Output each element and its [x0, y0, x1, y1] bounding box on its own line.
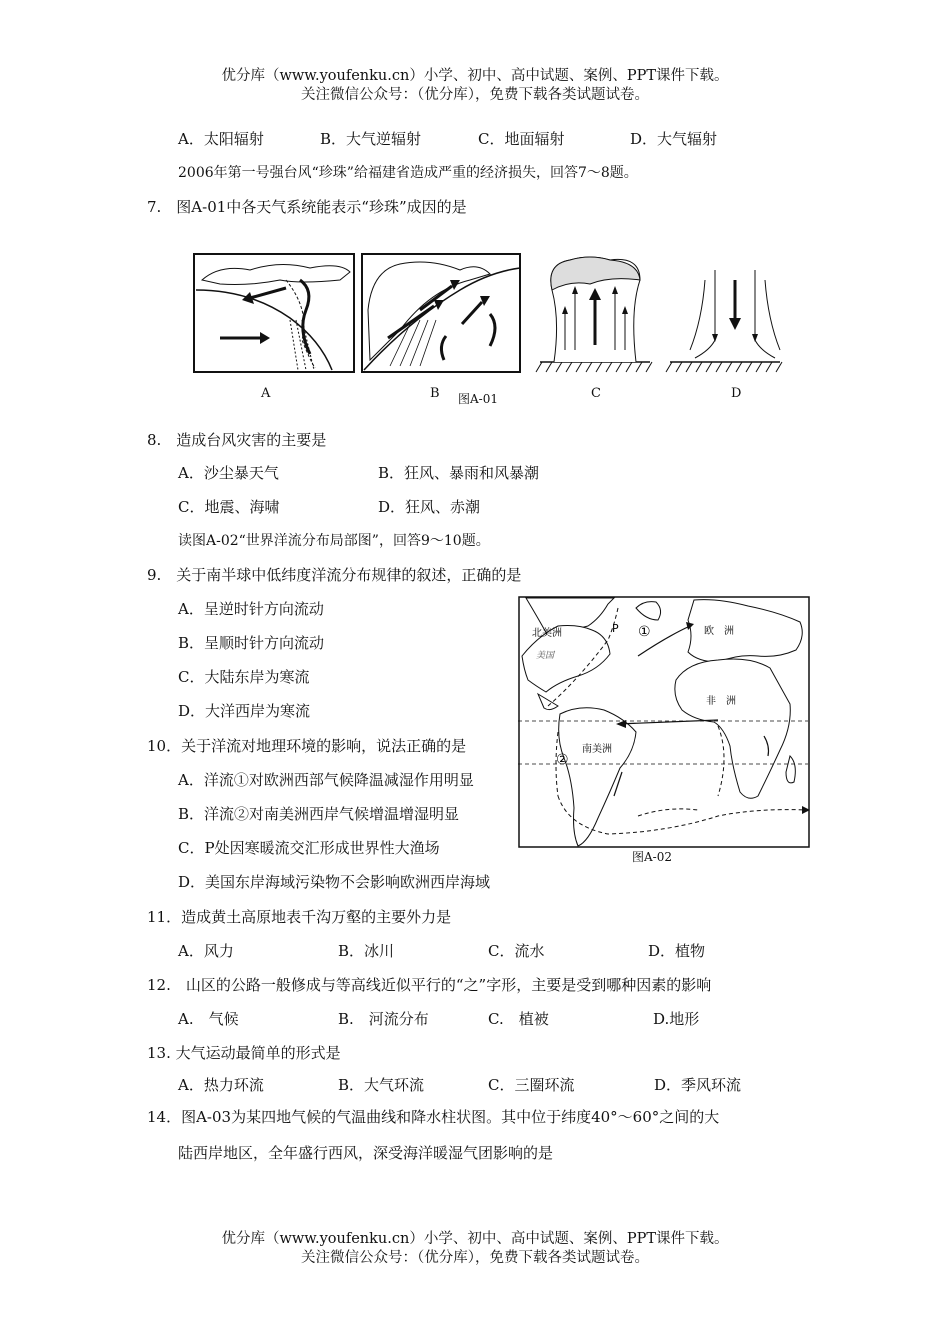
fig-a01-label-a-text: A: [261, 386, 271, 401]
q9-stem: 9. 关于南半球中低纬度洋流分布规律的叙述，正确的是: [147, 566, 522, 584]
ocean-current-map: [518, 596, 810, 848]
q7-stem: 7. 图A-01中各天气系统能表示“珍珠”成因的是: [147, 198, 467, 216]
map-label-usa: 美国: [536, 651, 555, 661]
header-line-1: 优分库（www.youfenku.cn）小学、初中、高中试题、案例、PPT课件下载。: [221, 68, 729, 84]
q6-option-d: D．大气辐射: [630, 130, 718, 148]
q10-stem: 10．关于洋流对地理环境的影响，说法正确的是: [147, 737, 467, 755]
fig-a02-caption: 图A-02: [632, 850, 672, 864]
q14-stem-line-2: 陆西岸地区，全年盛行西风，深受海洋暖湿气团影响的是: [178, 1144, 554, 1162]
map-label-north-america: 北美洲: [532, 628, 562, 639]
q8-option-d: D．狂风、赤潮: [378, 498, 481, 516]
weather-diagram-d: [666, 270, 782, 372]
q12-option-b: B. 河流分布: [338, 1010, 429, 1028]
intro-9-10: 读图A-02“世界洋流分布局部图”，回答9～10题。: [178, 533, 490, 549]
q11-option-d: D．植物: [648, 942, 706, 960]
q11-option-a: A．风力: [178, 942, 234, 960]
q9-option-a: A．呈逆时针方向流动: [178, 600, 324, 618]
q8-option-a: A．沙尘暴天气: [178, 464, 279, 482]
figure-a01: [190, 250, 790, 380]
footer-line-2: 关注微信公众号：（优分库），免费下载各类试题试卷。: [301, 1250, 649, 1266]
weather-diagram-c: [536, 257, 652, 372]
q6-option-b: B．大气逆辐射: [320, 130, 422, 148]
intro-7-8: 2006年第一号强台风“珍珠”给福建省造成严重的经济损失，回答7～8题。: [178, 165, 638, 181]
weather-diagram-a: [194, 254, 354, 372]
q14-stem-line-1: 14．图A-03为某四地气候的气温曲线和降水柱状图。其中位于纬度40°～60°之间的大: [147, 1108, 720, 1126]
q12-option-c: C. 植被: [488, 1010, 549, 1028]
map-label-p: P: [612, 622, 619, 635]
q8-option-b: B．狂风、暴雨和风暴潮: [378, 464, 540, 482]
q13-option-b: B．大气环流: [338, 1076, 425, 1094]
q9-option-d: D．大洋西岸为寒流: [178, 702, 311, 720]
q13-option-d: D．季风环流: [654, 1076, 742, 1094]
q10-option-c: C．P处因寒暖流交汇形成世界性大渔场: [178, 839, 440, 857]
fig-a01-caption: 图A-01: [458, 392, 498, 406]
header-line-2: 关注微信公众号：（优分库），免费下载各类试题试卷。: [301, 87, 649, 103]
q12-option-a: A. 气候: [178, 1010, 239, 1028]
q12-option-d: D.地形: [653, 1010, 700, 1028]
fig-a01-label-b: B: [430, 386, 440, 401]
footer-line-1: 优分库（www.youfenku.cn）小学、初中、高中试题、案例、PPT课件下载。: [221, 1231, 729, 1247]
q13-option-c: C．三圈环流: [488, 1076, 575, 1094]
map-label-africa: 非 洲: [706, 696, 736, 707]
q10-option-b: B．洋流②对南美洲西岸气候增温增湿明显: [178, 805, 460, 823]
fig-a01-label-d: D: [731, 386, 742, 401]
q13-stem: 13. 大气运动最简单的形式是: [147, 1044, 341, 1062]
q13-option-a: A．热力环流: [178, 1076, 264, 1094]
q10-option-a: A．洋流①对欧洲西部气候降温减湿作用明显: [178, 771, 474, 789]
map-label-south-america: 南美洲: [582, 744, 612, 755]
q9-option-b: B．呈顺时针方向流动: [178, 634, 325, 652]
q11-option-c: C．流水: [488, 942, 545, 960]
map-label-current-2: ②: [556, 752, 569, 768]
q11-stem: 11．造成黄土高原地表千沟万壑的主要外力是: [147, 908, 452, 926]
q8-stem: 8. 造成台风灾害的主要是: [147, 431, 327, 449]
q6-option-c: C．地面辐射: [478, 130, 565, 148]
map-label-europe: 欧 洲: [704, 626, 734, 637]
weather-diagram-b: [362, 254, 520, 372]
q9-option-c: C．大陆东岸为寒流: [178, 668, 310, 686]
q12-stem: 12. 山区的公路一般修成与等高线近似平行的“之”字形，主要是受到哪种因素的影响: [147, 976, 712, 994]
fig-a01-label-c: C: [591, 386, 601, 401]
q11-option-b: B．冰川: [338, 942, 395, 960]
q6-option-a: A．太阳辐射: [178, 130, 264, 148]
q8-option-c: C．地震、海啸: [178, 498, 280, 516]
q10-option-d: D．美国东岸海域污染物不会影响欧洲西岸海域: [178, 873, 491, 891]
map-label-current-1: ①: [638, 624, 651, 640]
